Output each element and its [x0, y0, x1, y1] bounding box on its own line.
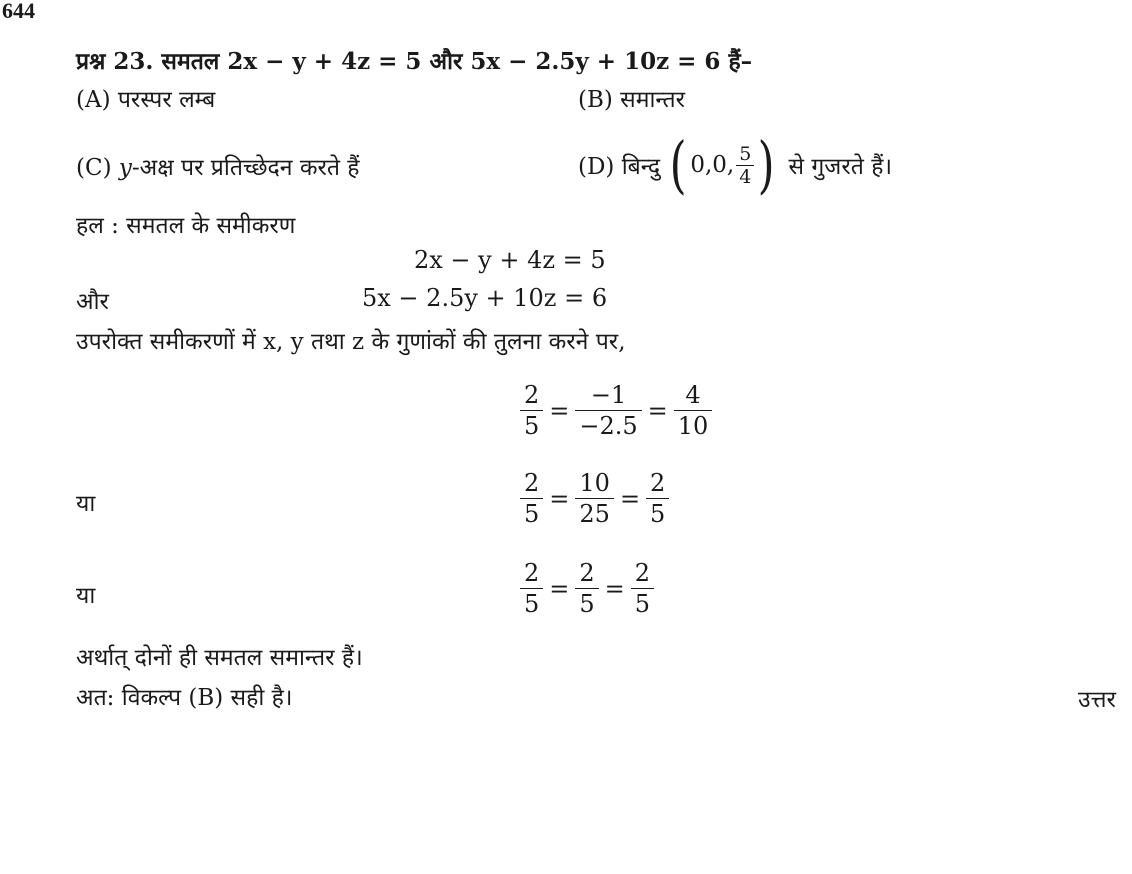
option-c-prefix: (C): [76, 155, 112, 181]
question-suffix: हैं–: [728, 48, 753, 75]
page-number: 644: [2, 0, 35, 23]
ratio-row-3: $\frac{2}{5}$ = $\frac{2}{5}$ = $\frac{2}{5}$: [520, 558, 654, 619]
ratio-row-1: $\frac{2}{5}$ = $\frac{-1}{-2.5}$ = $\frac{4}{10}$: [520, 380, 712, 441]
fraction: $\frac{2}{5}$: [575, 558, 598, 619]
option-c: [76, 150, 360, 182]
fraction: $\frac{-1}{-2.5}$: [575, 380, 641, 441]
solution-eq2: 5x − 2.5y + 10z = 6: [362, 284, 608, 312]
conclusion: अर्थात् दोनों ही समतल समान्तर हैं।: [76, 645, 363, 671]
question-joiner: और: [429, 48, 463, 75]
or-label-2: या: [76, 583, 96, 609]
option-d-prefix: (D) बिन्दु: [578, 154, 661, 180]
option-c-text: -अक्ष पर प्रतिच्छेदन करते हैं: [131, 155, 360, 181]
solution-joiner: और: [76, 289, 109, 315]
option-c-var: y: [118, 155, 132, 181]
option-d-fraction: [736, 143, 754, 188]
option-d-frac-den: 4: [736, 165, 754, 188]
fraction: $\frac{4}{10}$: [674, 380, 713, 441]
fraction: $\frac{2}{5}$: [520, 558, 543, 619]
option-d-suffix: से गुजरते हैं।: [788, 154, 893, 180]
or-label-1: या: [76, 491, 96, 517]
answer-tag: उत्तर: [1078, 687, 1116, 713]
question-eq1: 2x − y + 4z = 5: [227, 48, 422, 75]
ratio-row-2: $\frac{2}{5}$ = $\frac{10}{25}$ = $\frac{2}{5}$: [520, 468, 669, 529]
question-label: प्रश्न 23.: [76, 48, 154, 75]
question-line: [76, 44, 752, 76]
option-d-frac-num: 5: [739, 142, 752, 165]
fraction: $\frac{2}{5}$: [631, 558, 654, 619]
left-paren: (: [669, 128, 687, 201]
fraction: $\frac{10}{25}$: [575, 468, 614, 529]
option-d-coords: 0,0,: [690, 152, 735, 178]
right-paren: ): [757, 128, 775, 201]
solution-eq1: 2x − y + 4z = 5: [414, 246, 606, 274]
answer-line: अत: विकल्प (B) सही है।: [76, 685, 293, 711]
fraction: $\frac{2}{5}$: [520, 468, 543, 529]
option-d: [578, 128, 893, 201]
fraction: $\frac{2}{5}$: [646, 468, 669, 529]
solution-heading: हल : समतल के समीकरण: [76, 213, 296, 239]
option-a: (A) परस्पर लम्ब: [76, 87, 216, 113]
question-eq2: 5x − 2.5y + 10z = 6: [470, 48, 721, 75]
fraction: $\frac{2}{5}$: [520, 380, 543, 441]
question-prefix: समतल: [161, 48, 220, 75]
option-b: (B) समान्तर: [578, 87, 686, 113]
compare-text: उपरोक्त समीकरणों में x, y तथा z के गुणांकों की तुलना करने पर,: [76, 329, 626, 355]
